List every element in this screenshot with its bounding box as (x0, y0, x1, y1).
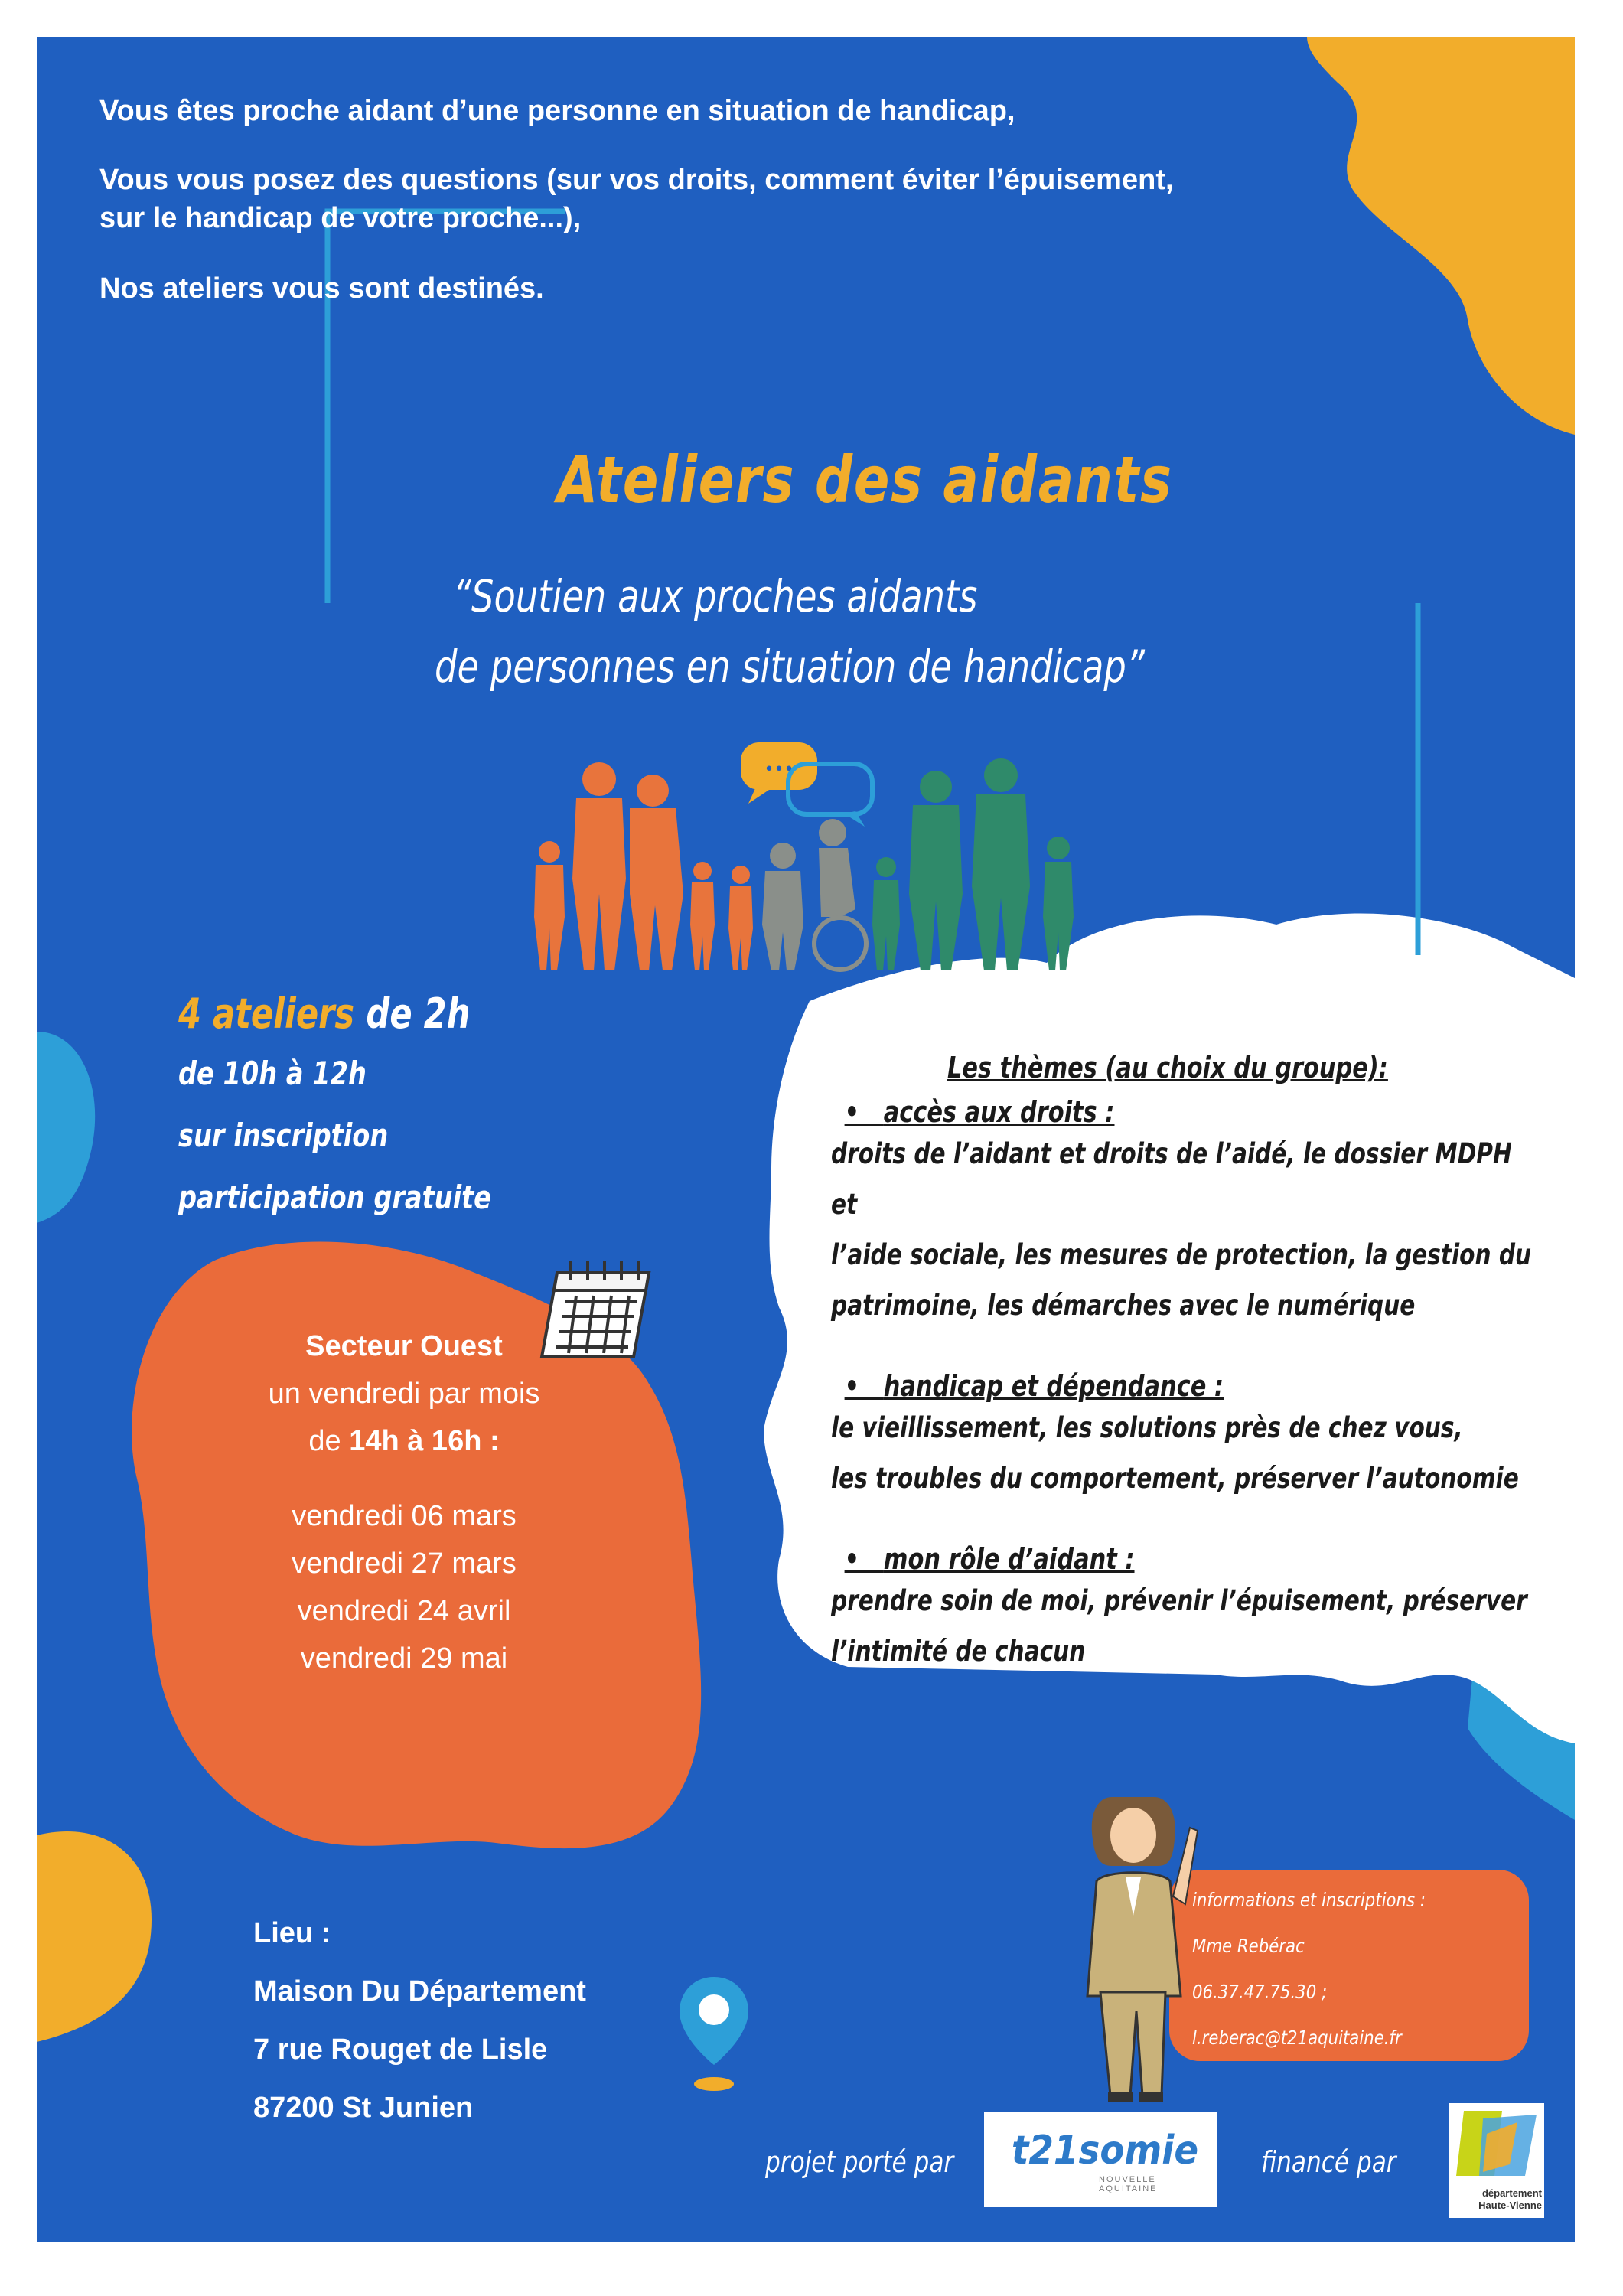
workshop-info (178, 990, 491, 1216)
t21-logo-subtext: NOUVELLE AQUITAINE (1099, 2175, 1158, 2193)
haute-vienne-logo-text: département Haute-Vienne (1478, 2187, 1542, 2211)
yellow-blob-bottom-left (37, 1831, 152, 2042)
themes-section (831, 1051, 1541, 1677)
page-title: Ateliers des aidants (557, 442, 1173, 517)
venue (253, 1904, 586, 2137)
blue-blob-left (37, 1032, 95, 1223)
schedule-date-3: vendredi 24 avril (297, 1595, 511, 1627)
workshop-registration: sur inscription (178, 1117, 389, 1154)
venue-city: 87200 St Junien (253, 2092, 474, 2124)
intro-line-4: Nos ateliers vous sont destinés. (99, 272, 544, 305)
intro-line-2: Vous vous posez des questions (sur vos droits, comment éviter l’épuisement, (99, 164, 1174, 196)
contact-info (1192, 1877, 1426, 2061)
schedule-sector: Secteur Ouest (305, 1330, 503, 1362)
t21-logo-text: t21somie (1012, 2128, 1199, 2174)
theme-1-line-2: l’aide sociale, les mesures de protection, la gestion du (831, 1238, 1532, 1271)
workshop-hours: de 10h à 12h (178, 1055, 367, 1092)
poster (37, 37, 1575, 2242)
themes-header: Les thèmes (au choix du groupe): (947, 1051, 1388, 1084)
subtitle (435, 561, 1145, 702)
subtitle-line-2: de personnes en situation de handicap” (435, 641, 1145, 693)
contact-email[interactable]: l.reberac@t21aquitaine.fr (1192, 2027, 1402, 2049)
woman-illustration (1066, 1782, 1204, 2111)
venue-label: Lieu : (253, 1917, 331, 1949)
intro-line-3: sur le handicap de votre proche...), (99, 202, 582, 234)
theme-1-line-3: patrimoine, les démarches avec le numérique (831, 1289, 1416, 1322)
theme-title-2: • handicap et dépendance : (844, 1369, 1224, 1403)
schedule-time: de 14h à 16h : (308, 1425, 500, 1457)
venue-street: 7 rue Rouget de Lisle (253, 2033, 548, 2066)
contact-label: informations et inscriptions : (1192, 1889, 1426, 1911)
schedule-date-1: vendredi 06 mars (292, 1500, 517, 1532)
t21-logo (984, 2112, 1217, 2207)
intro-line-1: Vous êtes proche aidant d’une personne en situation de handicap, (99, 95, 1015, 127)
theme-title-1: • accès aux droits : (844, 1095, 1115, 1129)
workshop-duration: de 2h (366, 990, 471, 1038)
schedule (205, 1322, 603, 1682)
theme-3-line-2: l’intimité de chacun (831, 1635, 1086, 1668)
workshop-price: participation gratuite (178, 1179, 491, 1216)
people-illustration (519, 741, 1116, 978)
subtitle-line-1: “Soutien aux proches aidants (453, 570, 978, 622)
theme-1-line-1: droits de l’aidant et droits de l’aidé, le dossier MDPH et (831, 1137, 1512, 1221)
theme-2-line-1: le vieillissement, les solutions près de chez vous, (831, 1411, 1463, 1444)
speech-bubble-icon (741, 742, 872, 827)
contact-name: Mme Rebérac (1192, 1935, 1305, 1957)
workshop-count: 4 ateliers (178, 990, 355, 1038)
location-pin-icon (676, 1973, 752, 2095)
carried-by-label: projet porté par (765, 2145, 954, 2179)
schedule-date-2: vendredi 27 mars (292, 1548, 517, 1580)
intro-text (99, 92, 1400, 308)
theme-2-line-2: les troubles du comportement, préserver l’autonomie (831, 1462, 1519, 1495)
schedule-frequency: un vendredi par mois (268, 1378, 540, 1410)
haute-vienne-logo (1449, 2103, 1544, 2218)
haute-vienne-logo-mark (1449, 2103, 1544, 2187)
speech-bubble-dots: ••• (764, 760, 794, 779)
theme-title-3: • mon rôle d’aidant : (844, 1542, 1135, 1576)
schedule-date-4: vendredi 29 mai (300, 1642, 508, 1675)
venue-name: Maison Du Département (253, 1975, 586, 2007)
theme-3-line-1: prendre soin de moi, prévenir l’épuisement, préserver (831, 1584, 1527, 1617)
funded-by-label: financé par (1261, 2145, 1396, 2179)
contact-phone: 06.37.47.75.30 ; (1192, 1981, 1328, 2003)
